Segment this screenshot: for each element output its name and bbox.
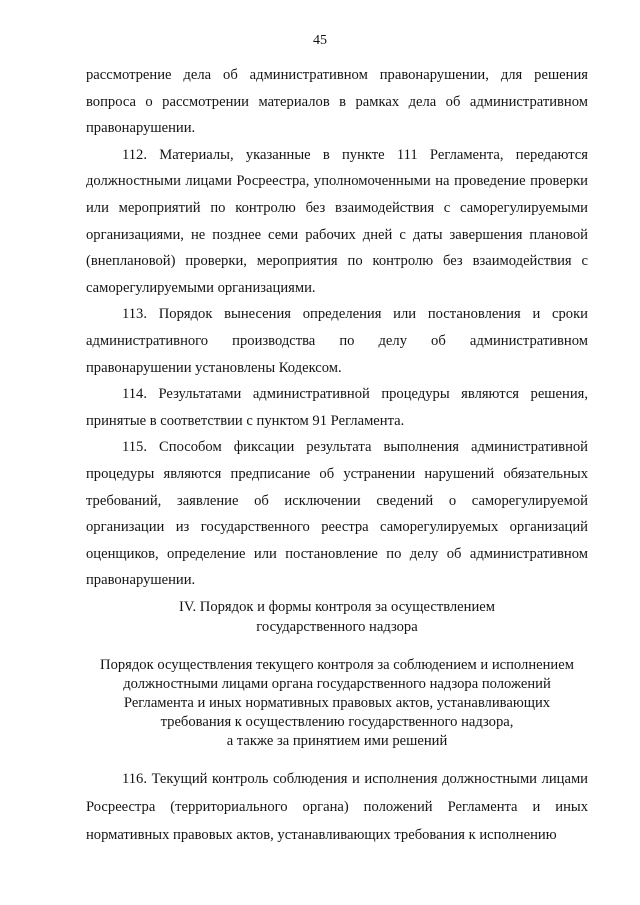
page-number: 45 xyxy=(313,33,327,48)
subsection-heading-line: а также за принятием ими решений xyxy=(226,733,448,749)
paragraph-115: 115. Способом фиксации результата выполнения административной процедуры являются предписание об устранении нарушений обязательных требований, заявление об исключении сведений о саморегулируемой организации из государственного реестра саморегулируемых организаций оценщиков, определение или постановление по делу об административном правонарушении. xyxy=(86,439,588,589)
paragraph-116: 116. Текущий контроль соблюдения и исполнения должностными лицами Росреестра (территориального органа) положений Регламента и иных нормативных правовых актов, устанавливающих требования к исполнению xyxy=(86,771,588,843)
paragraph-continuation: рассмотрение дела об административном правонарушении, для решения вопроса о рассмотрении материалов в рамках дела об административном правонарушении. xyxy=(86,67,588,137)
paragraph-113: 113. Порядок вынесения определения или постановления и сроки административного производства по делу об административном правонарушении установлены Кодексом. xyxy=(86,306,588,376)
subsection-heading-line: должностными лицами органа государственного надзора положений xyxy=(123,676,551,692)
final-paragraph-block xyxy=(86,765,588,849)
section-heading-line: государственного надзора xyxy=(256,619,418,635)
subsection-heading-line: Порядок осуществления текущего контроля за соблюдением и исполнением xyxy=(100,657,574,673)
body-text xyxy=(86,62,588,594)
subsection-heading-line: Регламента и иных нормативных правовых актов, устанавливающих xyxy=(123,695,551,711)
section-heading-line: IV. Порядок и формы контроля за осуществлением xyxy=(178,599,495,615)
subsection-heading-line: требования к осуществлению государственного надзора, xyxy=(160,714,514,730)
paragraph-112: 112. Материалы, указанные в пункте 111 Регламента, передаются должностными лицами Росреестра, уполномоченными на проведение проверки или мероприятий по контролю без взаимодействия с саморегулируемыми организациями, не позднее семи рабочих дней с даты завершения плановой (внеплановой) проверки, мероприятия по контролю без взаимодействия с саморегулируемыми организациями. xyxy=(86,146,588,296)
section-heading xyxy=(86,597,588,637)
paragraph-114: 114. Результатами административной процедуры являются решения, принятые в соответствии с пунктом 91 Регламента. xyxy=(86,386,588,429)
subsection-heading xyxy=(86,656,588,751)
